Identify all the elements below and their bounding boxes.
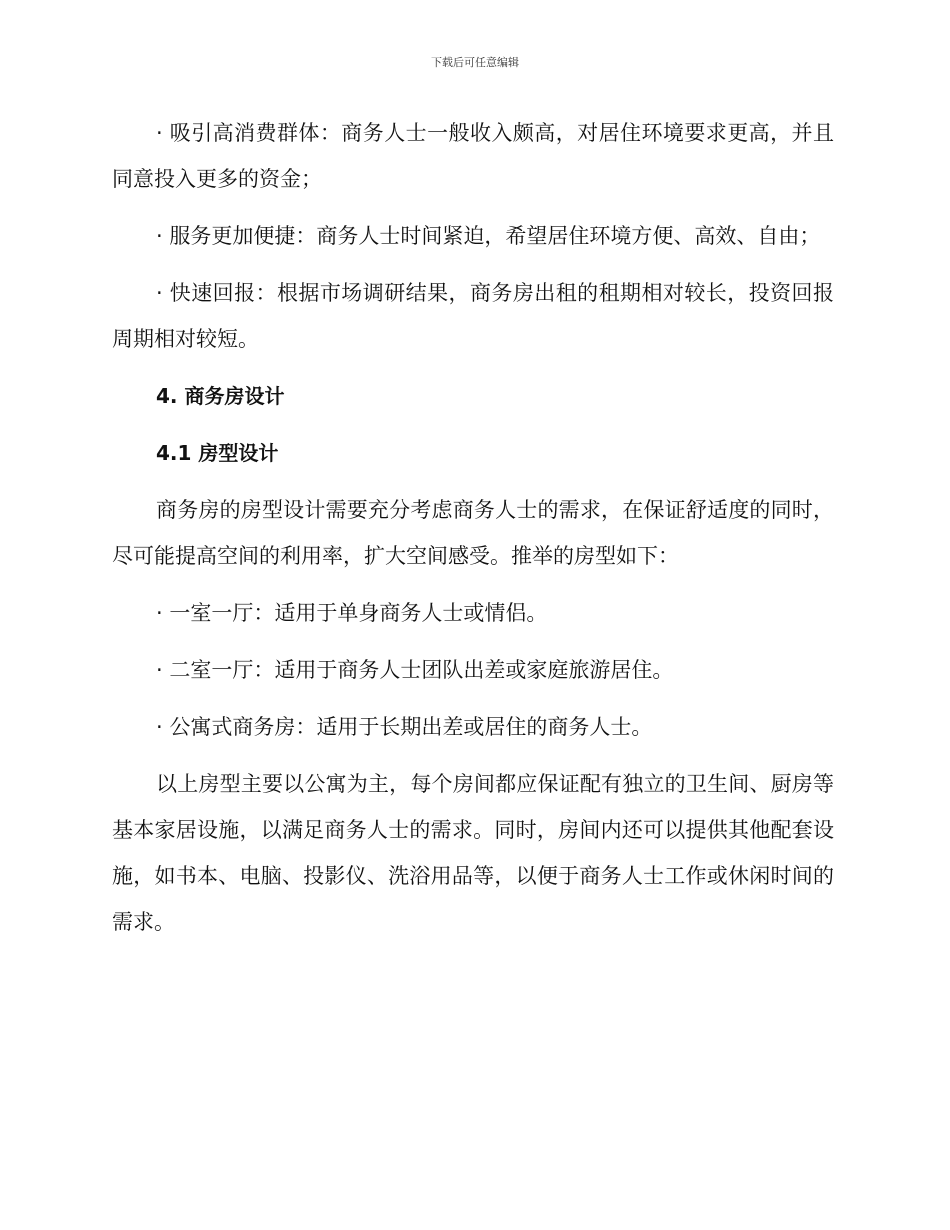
room-facilities-paragraph: 以上房型主要以公寓为主，每个房间都应保证配有独立的卫生间、厨房等基本家居设施，以满足商务人士的需求。同时，房间内还可以提供其他配套设施，如书本、电脑、投影仪、洗浴用品等，以便于商务人士工作或休闲时间的需求。 [112, 772, 834, 934]
bullet-one-bedroom: · 一室一厅：适用于单身商务人士或情侣。 [156, 601, 548, 625]
bullet-high-spending: · 吸引高消费群体：商务人士一般收入颇高，对居住环境要求更高，并且同意投入更多的资金； [112, 121, 834, 191]
bullet-two-bedroom: · 二室一厅：适用于商务人士团队出差或家庭旅游居住。 [156, 658, 674, 682]
bullet-fast-return: · 快速回报：根据市场调研结果，商务房出租的租期相对较长，投资回报周期相对较短。 [112, 281, 834, 351]
page-header: 下载后可任意编辑 [431, 56, 519, 69]
room-design-intro: 商务房的房型设计需要充分考虑商务人士的需求，在保证舒适度的同时，尽可能提高空间的利用率，扩大空间感受。推举的房型如下： [112, 498, 834, 568]
bullet-convenient-service: · 服务更加便捷：商务人士时间紧迫，希望居住环境方便、高效、自由； [156, 224, 821, 248]
subsection-heading: 4.1 房型设计 [156, 441, 279, 465]
bullet-apartment: · 公寓式商务房：适用于长期出差或居住的商务人士。 [156, 715, 653, 739]
section-heading: 4. 商务房设计 [156, 384, 285, 408]
document-body [112, 110, 834, 956]
